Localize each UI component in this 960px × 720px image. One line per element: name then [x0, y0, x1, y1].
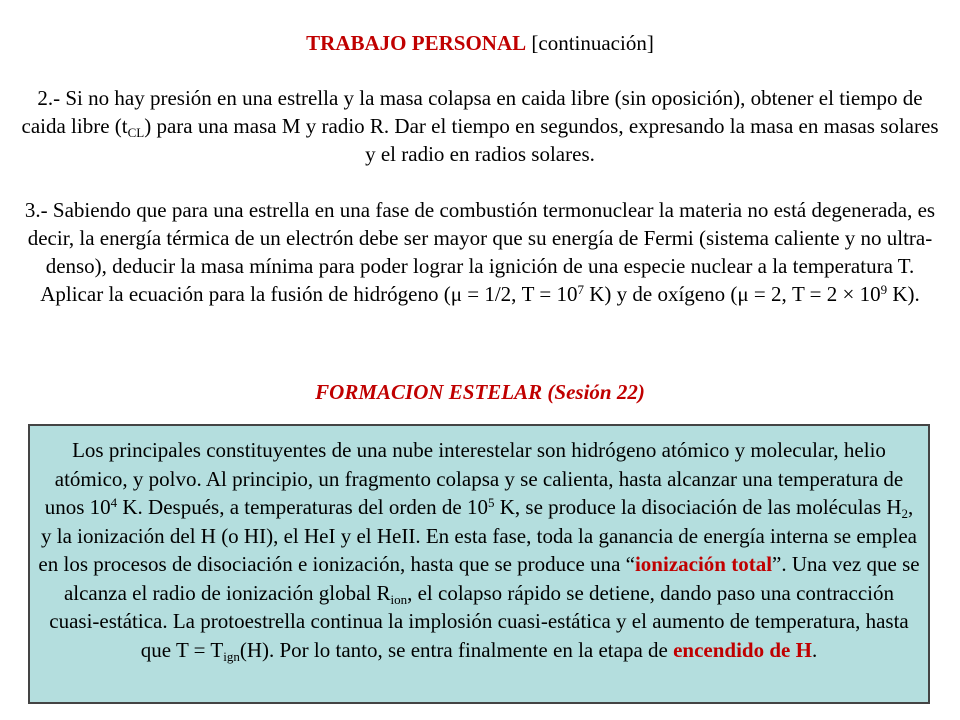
problem-2-part: ) para una masa M y radio R. Dar el tiempo en segundos, expresando la masa en masas solares y el radio en radios solares. [144, 114, 939, 166]
problem-3-part: = 2, T = 2 [748, 282, 843, 306]
exponent-5: 5 [488, 495, 495, 510]
mu-symbol: μ [450, 282, 462, 306]
subscript-ion: ion [390, 591, 408, 607]
exponent-7: 7 [577, 282, 584, 297]
problem-3-part: K) y de oxígeno ( [583, 282, 738, 306]
subscript-2: 2 [901, 506, 909, 521]
box-text-part: K. Después, a temperaturas del orden de 10 [117, 495, 488, 519]
summary-box [28, 424, 930, 704]
box-text-part: K, se produce la disociación de las moléculas H [494, 495, 902, 519]
problem-3-part: = 1/2, T = 10 [461, 282, 578, 306]
problem-3-part: 10 [854, 282, 881, 306]
problem-3-part: 3.- Sabiendo que para una estrella en una fase de combustión termonuclear la materia no está degenerada, es decir, la energía térmica de un electrón debe ser mayor que su energía de Fermi (sistema caliente y no ultra-denso), deducir la masa mínima para poder lograr la ignición de una especie nuclear a la temperatura T. Aplicar la ecuación para la fusión de hidrógeno ( [24, 198, 936, 306]
problem-2-part: 2.- Si no hay presión en una estrella y la masa colapsa en caida libre (sin oposición), obtener el tiempo de caida libre (t [21, 86, 923, 138]
box-text-part: , el colapso rápido se detiene, dando paso una contracción cuasi-estática. La protoestrella continua la implosión cuasi-estática y el aumento de temperatura, hasta que T = T [49, 580, 909, 662]
section-title: FORMACION ESTELAR (Sesión 22) [315, 380, 645, 404]
problem-2-text [14, 84, 946, 168]
page-title [0, 28, 960, 58]
subscript-ign: ign [223, 648, 240, 664]
title-suffix: [continuación] [526, 31, 654, 55]
highlight-encendido-h: encendido de H [673, 637, 812, 662]
box-text-part: ”. Una vez que se alcanza el radio de ionización global R [63, 552, 920, 605]
problem-3-part: K). [887, 282, 920, 306]
subscript-cl: CL [127, 125, 145, 140]
highlight-ionizacion-total: ionización total [634, 552, 773, 576]
exponent-4: 4 [110, 495, 118, 510]
box-text-part: . [811, 637, 818, 662]
box-text-part: , y la ionización del H (o HI), el HeI y el HeII. En esta fase, toda la ganancia de energía interna se emplea en los procesos de disociación e ionización, hasta que se produce una “ [38, 495, 917, 576]
mu-symbol: μ [737, 282, 749, 306]
box-text-part: (H). Por lo tanto, se entra finalmente en la etapa de [239, 637, 674, 662]
times-symbol: × [842, 282, 855, 306]
problem-3-text [14, 196, 946, 308]
title-main: TRABAJO PERSONAL [306, 31, 527, 55]
box-text-part: Los principales constituyentes de una nube interestelar son hidrógeno atómico y molecular, helio atómico, y polvo. Al principio, un fragmento colapsa y se calienta, hasta alcanzar una temperatura de unos 10 [44, 438, 904, 519]
exponent-9: 9 [880, 282, 888, 297]
